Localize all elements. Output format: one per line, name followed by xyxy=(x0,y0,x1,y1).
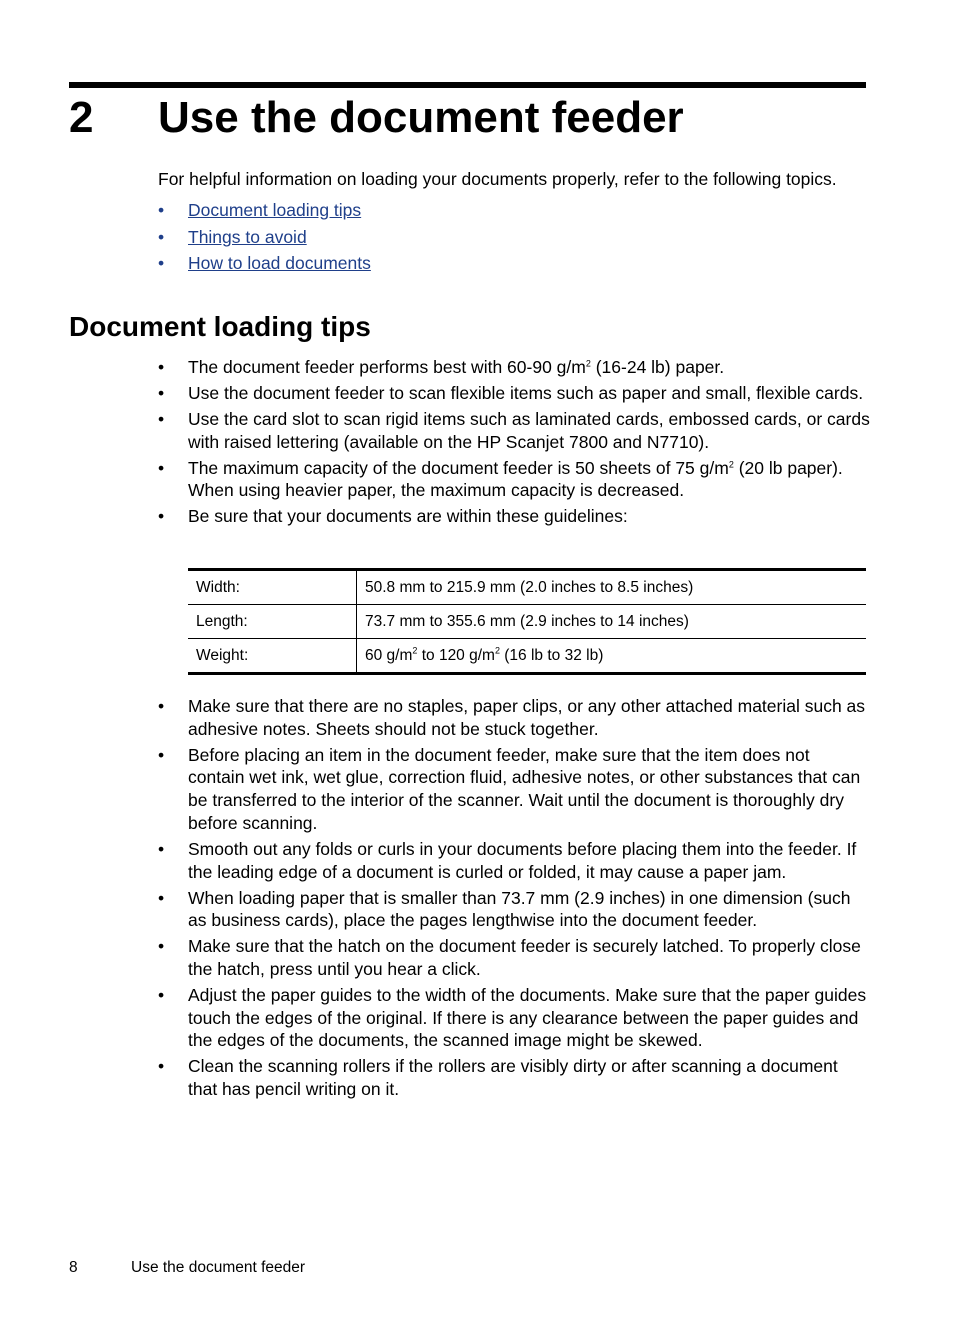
width-value: 50.8 mm to 215.9 mm (2.0 inches to 8.5 inches) xyxy=(357,570,867,605)
bullet: • xyxy=(158,887,165,908)
footer-title: Use the document feeder xyxy=(131,1259,306,1276)
bullet: • xyxy=(158,984,165,1005)
intro-paragraph: For helpful information on loading your documents properly, refer to the following topics. xyxy=(158,169,837,189)
list-item xyxy=(158,744,870,835)
list-item xyxy=(158,838,870,883)
topic-link-item xyxy=(158,199,371,226)
superscript: 2 xyxy=(494,645,500,656)
tip-text: Adjust the paper guides to the width of the documents. Make sure that the paper guides touch the edges of the original. If there is any clearance between the paper guides and the edges of the documents, the scanned image might be skewed. xyxy=(188,984,867,1051)
page-footer xyxy=(69,1258,305,1278)
list-item xyxy=(158,382,870,405)
bullet: • xyxy=(158,744,165,765)
bullet: • xyxy=(158,1056,165,1077)
document-guidelines-table xyxy=(188,568,866,675)
bullet: • xyxy=(158,696,165,716)
tip-text: Use the document feeder to scan flexible items such as paper and small, flexible cards. xyxy=(188,383,864,403)
tip-text-cont: (20 lb paper). When using heavier paper, the maximum capacity is decreased. xyxy=(188,457,843,501)
tip-text: Before placing an item in the document feeder, make sure that the item does not contain wet ink, wet glue, correction fluid, adhesive notes, or other substances that can be transferred to the interior of the scanner. Wait until the document is thoroughly dry before scanning. xyxy=(188,744,861,833)
list-item xyxy=(158,505,870,528)
tip-text: Smooth out any folds or curls in your documents before placing them into the feeder. If the leading edge of a document is curled or folded, it may cause a paper jam. xyxy=(188,838,857,882)
weight-label: Weight: xyxy=(188,639,357,674)
link-how-to-load-documents[interactable]: How to load documents xyxy=(188,253,371,273)
table-row xyxy=(188,639,866,674)
topic-links-list xyxy=(158,199,371,279)
tip-text: The document feeder performs best with 60-90 g/m xyxy=(188,357,586,377)
tips-list-b xyxy=(158,695,870,1104)
list-item xyxy=(158,408,870,453)
tip-text: Make sure that the hatch on the document feeder is securely latched. To properly close the hatch, press until you hear a click. xyxy=(188,936,861,979)
weight-lb: (16 lb to 32 lb) xyxy=(499,646,604,664)
list-item xyxy=(158,1055,870,1100)
length-label: Length: xyxy=(188,605,357,639)
tip-text: Use the card slot to scan rigid items such as laminated cards, embossed cards, or cards with raised lettering (available on the HP Scanjet 7800 and N7710). xyxy=(188,409,870,452)
list-item xyxy=(158,935,870,980)
superscript: 2 xyxy=(728,459,734,470)
tip-text: When loading paper that is smaller than 73.7 mm (2.9 inches) in one dimension (such as business cards), place the pages lengthwise into the document feeder. xyxy=(188,887,851,931)
bullet: • xyxy=(158,409,165,429)
bullet: • xyxy=(158,838,165,859)
section-heading: Document loading tips xyxy=(69,311,371,342)
list-item xyxy=(158,695,870,740)
bullet: • xyxy=(158,226,165,247)
tip-text-cont: (16-24 lb) paper. xyxy=(590,357,725,377)
bullet: • xyxy=(158,383,165,403)
bullet: • xyxy=(158,200,165,220)
bullet: • xyxy=(158,457,165,478)
length-value: 73.7 mm to 355.6 mm (2.9 inches to 14 inches) xyxy=(357,605,867,639)
tips-list-a xyxy=(158,356,870,531)
list-item xyxy=(158,984,870,1052)
page-number: 8 xyxy=(69,1259,78,1276)
bullet: • xyxy=(158,253,165,273)
weight-max: to 120 g/m xyxy=(417,646,495,664)
list-item xyxy=(158,887,870,932)
bullet: • xyxy=(158,506,165,527)
list-item xyxy=(158,356,870,379)
superscript: 2 xyxy=(585,358,591,369)
chapter-heading xyxy=(69,92,684,144)
weight-min: 60 g/m xyxy=(365,646,413,664)
table-row xyxy=(188,570,866,605)
bullet: • xyxy=(158,357,165,377)
bullet: • xyxy=(158,936,165,957)
topic-link-item xyxy=(158,252,371,279)
tip-text: Clean the scanning rollers if the rollers are visibly dirty or after scanning a document that has pencil writing on it. xyxy=(188,1056,838,1100)
width-label: Width: xyxy=(188,570,357,605)
weight-value xyxy=(357,639,867,674)
chapter-number: 2 xyxy=(69,93,94,142)
tip-text: Make sure that there are no staples, paper clips, or any other attached material such as adhesive notes. Sheets should not be stuck together. xyxy=(188,696,866,739)
list-item xyxy=(158,457,870,502)
topic-link-item xyxy=(158,226,371,253)
table-row xyxy=(188,605,866,639)
chapter-title: Use the document feeder xyxy=(158,93,684,142)
chapter-rule xyxy=(69,82,866,88)
link-document-loading-tips[interactable]: Document loading tips xyxy=(188,200,362,220)
link-things-to-avoid[interactable]: Things to avoid xyxy=(188,226,307,247)
tip-text: Be sure that your documents are within these guidelines: xyxy=(188,506,628,527)
superscript: 2 xyxy=(412,645,418,656)
tip-text: The maximum capacity of the document feeder is 50 sheets of 75 g/m xyxy=(188,457,729,478)
